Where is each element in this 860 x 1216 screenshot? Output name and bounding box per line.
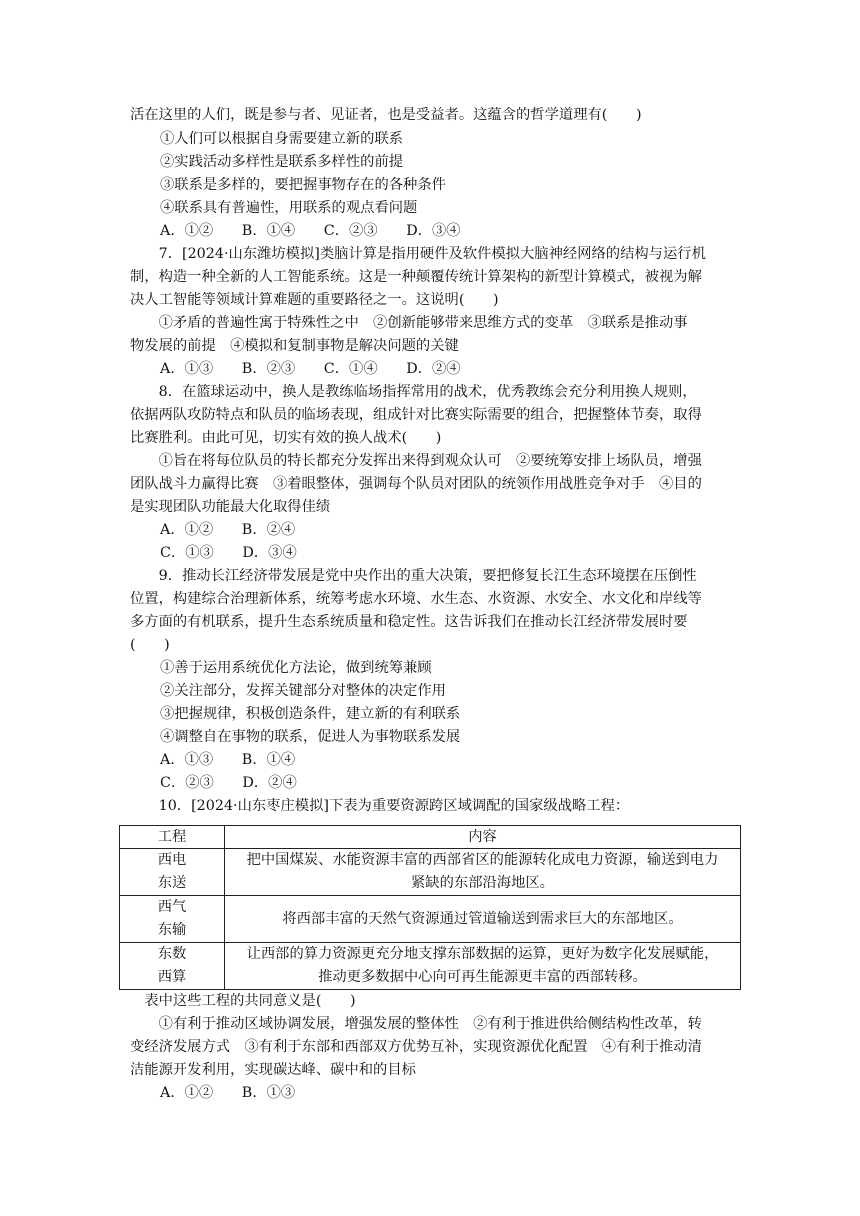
content-line: 紧缺的东部沿海地区。 — [411, 875, 554, 891]
q8-stem-3: 比赛胜利。由此可见，切实有效的换人战术( ) — [130, 430, 442, 446]
q10-stem: 10．[2024·山东枣庄模拟]下表为重要资源跨区域调配的国家级战略工程： — [130, 798, 630, 814]
q9-stem-2: 位置，构建综合治理新体系，统筹考虑水环境、水生态、水资源、水安全、水文化和岸线等 — [130, 591, 702, 607]
q7-stem-1: 7．[2024·山东潍坊模拟]类脑计算是指用硬件及软件模拟大脑神经网络的结构与运行机 — [130, 246, 706, 262]
q7-stem-3: 决人工智能等领域计算难题的重要路径之一。这说明( ) — [130, 292, 499, 308]
q9-item-1: ①善于运用系统优化方法论，做到统筹兼顾 — [160, 660, 432, 676]
content-line: 让西部的算力资源更充分地支撑东部数据的运算，更好为数字化发展赋能， — [246, 946, 719, 962]
project-name-line: 东输 — [157, 922, 187, 938]
q6-item-4: ④联系具有普遍性，用联系的观点看问题 — [160, 200, 418, 216]
q9-stem-1: 9．推动长江经济带发展是党中央作出的重大决策，要把修复长江生态环境摆在压倒性 — [130, 568, 697, 584]
q7-items-1: ①矛盾的普遍性寓于特殊性之中 ②创新能够带来思维方式的变革 ③联系是推动事 — [130, 315, 688, 331]
table-header-row — [120, 826, 741, 849]
q8-options-1: A．①② B．②④ — [160, 522, 296, 538]
q9-options-1: A．①③ B．①④ — [160, 752, 296, 768]
q7-stem-2: 制，构造一种全新的人工智能系统。这是一种颠覆传统计算架构的新型计算模式，被视为解 — [130, 269, 702, 285]
q8-stem-1: 8．在篮球运动中，换人是教练临场指挥常用的战术，优秀教练会充分利用换人规则， — [130, 384, 697, 400]
q9-item-4: ④调整自在事物的联系，促进人为事物联系发展 — [160, 729, 461, 745]
content-line: 把中国煤炭、水能资源丰富的西部省区的能源转化成电力资源，输送到电力 — [246, 852, 719, 868]
table-header-cell: 内容 — [225, 826, 741, 849]
table-cell-project — [120, 943, 225, 990]
table-cell-content — [225, 896, 741, 943]
q8-items-1: ①旨在将每位队员的特长都充分发挥出来得到观众认可 ②要统筹安排上场队员，增强 — [130, 453, 702, 469]
content-line: 推动更多数据中心向可再生能源更丰富的西部转移。 — [318, 969, 647, 985]
q8-stem-2: 依据两队攻防特点和队员的临场表现，组成针对比赛实际需要的组合，把握整体节奏，取得 — [130, 407, 702, 423]
content-line: 将西部丰富的天然气资源通过管道输送到需求巨大的东部地区。 — [282, 910, 683, 927]
table-cell-content — [225, 943, 741, 990]
q10-options: A．①② B．①③ — [160, 1085, 296, 1101]
project-name-line: 东数 — [157, 946, 187, 962]
q7-items-2: 物发展的前提 ④模拟和复制事物是解决问题的关键 — [130, 338, 459, 354]
table-cell-project — [120, 849, 225, 896]
table-row — [120, 896, 741, 943]
q10-items-2: 变经济发展方式 ③有利于东部和西部双方优势互补，实现资源优化配置 ④有利于推动清 — [130, 1039, 702, 1055]
q8-items-2: 团队战斗力赢得比赛 ③着眼整体，强调每个队员对团队的统领作用战胜竞争对手 ④目的 — [130, 476, 702, 492]
q7-options: A．①③ B．②③ C．①④ D．②④ — [160, 361, 461, 377]
resource-table — [119, 825, 741, 990]
table-header-cell: 工程 — [120, 826, 225, 849]
q9-stem-4: ( ) — [130, 637, 170, 653]
project-name-line: 西算 — [157, 969, 187, 985]
q9-item-2: ②关注部分，发挥关键部分对整体的决定作用 — [160, 683, 446, 699]
q8-items-3: 是实现团队功能最大化取得佳绩 — [130, 499, 331, 515]
q6-stem-tail: 活在这里的人们，既是参与者、见证者，也是受益者。这蕴含的哲学道理有( ) — [130, 107, 642, 123]
q6-item-1: ①人们可以根据自身需要建立新的联系 — [160, 131, 404, 147]
project-name-line: 东送 — [157, 875, 187, 891]
project-name-line: 西电 — [157, 852, 187, 868]
q9-options-2: C．②③ D．②④ — [160, 775, 297, 791]
q10-question: 表中这些工程的共同意义是( ) — [130, 993, 356, 1009]
q9-item-3: ③把握规律，积极创造条件，建立新的有利联系 — [160, 706, 461, 722]
table-row — [120, 943, 741, 990]
q9-stem-3: 多方面的有机联系，提升生态系统质量和稳定性。这告诉我们在推动长江经济带发展时要 — [130, 614, 688, 630]
table-row — [120, 849, 741, 896]
table-cell-project — [120, 896, 225, 943]
q6-item-3: ③联系是多样的，要把握事物存在的各种条件 — [160, 177, 446, 193]
q10-items-1: ①有利于推动区域协调发展，增强发展的整体性 ②有利于推进供给侧结构性改革，转 — [130, 1016, 702, 1032]
table-cell-content — [225, 849, 741, 896]
q10-items-3: 洁能源开发利用，实现碳达峰、碳中和的目标 — [130, 1062, 416, 1078]
q8-options-2: C．①③ D．③④ — [160, 545, 297, 561]
q6-item-2: ②实践活动多样性是联系多样性的前提 — [160, 154, 404, 170]
q6-options: A．①② B．①④ C．②③ D．③④ — [160, 223, 461, 239]
project-name-line: 西气 — [157, 899, 187, 915]
